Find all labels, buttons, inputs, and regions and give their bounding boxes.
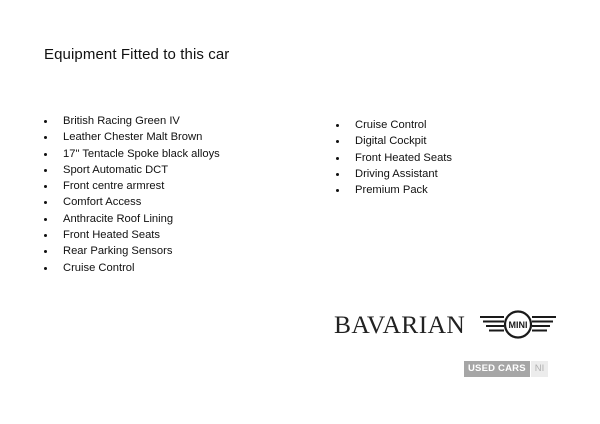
page-title: Equipment Fitted to this car xyxy=(44,46,230,63)
mini-logo-icon xyxy=(480,310,556,340)
list-item: 17" Tentacle Spoke black alloys xyxy=(44,146,220,162)
dealer-branding xyxy=(334,310,556,340)
list-item: Digital Cockpit xyxy=(336,133,452,149)
list-item: Leather Chester Malt Brown xyxy=(44,129,220,145)
dealer-name: BAVARIAN xyxy=(334,310,466,339)
list-item: Premium Pack xyxy=(336,182,452,198)
list-item: Cruise Control xyxy=(44,260,220,276)
list-item: Sport Automatic DCT xyxy=(44,162,220,178)
list-item: Front Heated Seats xyxy=(336,150,452,166)
list-item: Rear Parking Sensors xyxy=(44,243,220,259)
list-item: Comfort Access xyxy=(44,194,220,210)
list-item: British Racing Green IV xyxy=(44,113,220,129)
region-label: NI xyxy=(531,361,549,377)
used-cars-badge xyxy=(464,361,548,377)
mini-logo-text: MINI xyxy=(508,320,528,330)
list-item: Front centre armrest xyxy=(44,178,220,194)
used-cars-label: USED CARS xyxy=(464,361,530,377)
list-item: Cruise Control xyxy=(336,117,452,133)
equipment-list-left xyxy=(44,113,220,276)
list-item: Driving Assistant xyxy=(336,166,452,182)
list-item: Front Heated Seats xyxy=(44,227,220,243)
list-item: Anthracite Roof Lining xyxy=(44,211,220,227)
equipment-list-right xyxy=(336,117,452,198)
